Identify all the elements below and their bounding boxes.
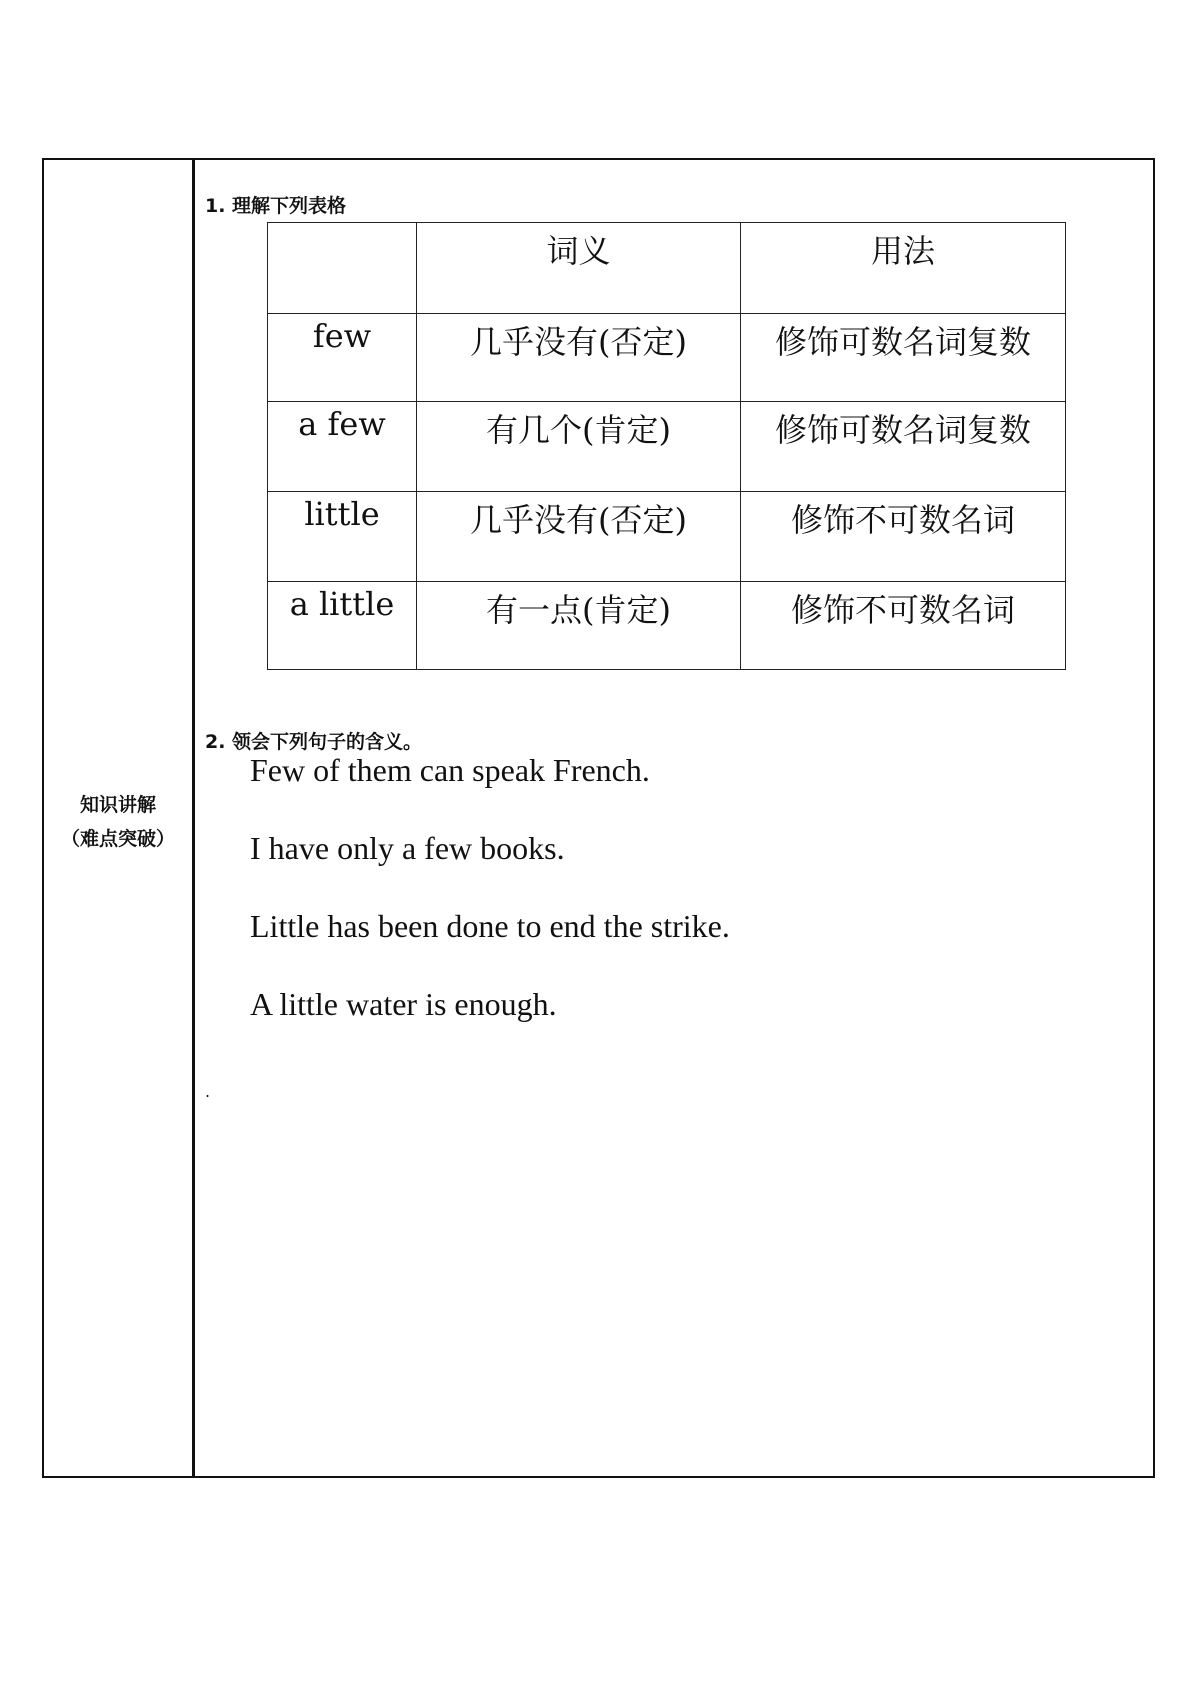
table-cell-usage: 修饰不可数名词 (741, 582, 1066, 670)
example-sentence: I have only a few books. (250, 830, 565, 866)
table-cell-word: little (268, 492, 417, 582)
table-cell-word: few (268, 314, 417, 402)
table-row (268, 402, 1066, 492)
table-cell-usage: 修饰不可数名词 (741, 492, 1066, 582)
table-cell-usage: 修饰可数名词复数 (741, 402, 1066, 492)
trailing-mark: . (205, 1082, 211, 1101)
side-label-subtitle: （难点突破） (60, 828, 175, 850)
table-cell-meaning: 有一点(肯定) (417, 582, 741, 670)
vocab-table (267, 222, 1066, 670)
table-cell-meaning: 几乎没有(否定) (417, 314, 741, 402)
table-header-row (268, 223, 1066, 314)
table-row (268, 582, 1066, 670)
example-sentence: A little water is enough. (250, 986, 557, 1022)
table-row (268, 314, 1066, 402)
table-row (268, 492, 1066, 582)
table-header-cell: 用法 (741, 223, 1066, 314)
table-cell-meaning: 有几个(肯定) (417, 402, 741, 492)
column-divider (192, 158, 195, 1478)
table-cell-meaning: 几乎没有(否定) (417, 492, 741, 582)
side-label (44, 788, 192, 856)
side-label-title: 知识讲解 (79, 794, 156, 816)
table-cell-word: a little (268, 582, 417, 670)
section1-heading: 1. 理解下列表格 (205, 195, 347, 217)
table-cell-word: a few (268, 402, 417, 492)
table-header-cell: 词义 (417, 223, 741, 314)
table-header-cell (268, 223, 417, 314)
example-sentence: Little has been done to end the strike. (250, 908, 730, 944)
table-cell-usage: 修饰可数名词复数 (741, 314, 1066, 402)
example-sentence: Few of them can speak French. (250, 752, 650, 788)
section2-heading: 2. 领会下列句子的含义。 (205, 731, 423, 753)
